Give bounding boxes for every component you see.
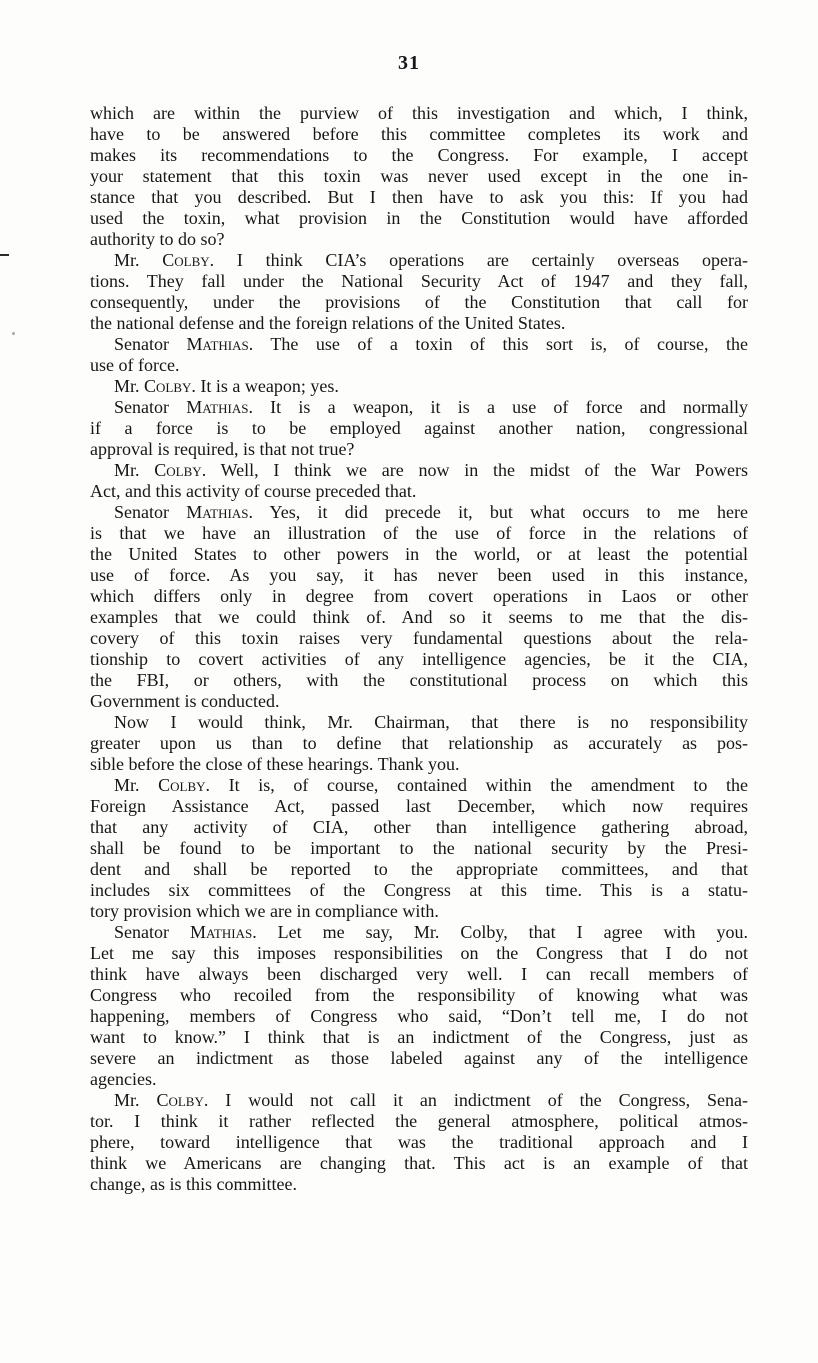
- paragraph: [90, 103, 748, 250]
- text-segment: . I would not call it an indictment of the Congress, Sena-: [203, 1090, 748, 1110]
- text-line: [90, 859, 748, 880]
- text-line: [90, 355, 748, 376]
- speaker-name: Colby: [154, 460, 202, 480]
- text-line: [90, 796, 748, 817]
- text-line: [90, 775, 748, 796]
- text-segment: sible before the close of these hearings. Thank you.: [90, 754, 460, 774]
- speaker-name: Mathias: [186, 334, 249, 354]
- text-segment: tionship to covert activities of any intelligence agencies, be it the CIA,: [90, 649, 748, 669]
- text-segment: consequently, under the provisions of the Constitution that call for: [90, 292, 748, 312]
- text-line: [90, 250, 748, 271]
- text-segment: agencies.: [90, 1069, 157, 1089]
- text-segment: think have always been discharged very well. I can recall members of: [90, 964, 748, 984]
- text-line: [90, 1027, 748, 1048]
- text-line: [90, 103, 748, 124]
- text-line: [90, 208, 748, 229]
- scan-artifact-dot: [12, 332, 15, 335]
- text-line: [90, 481, 748, 502]
- paragraph: [90, 250, 748, 334]
- text-line: [90, 586, 748, 607]
- text-line: [90, 334, 748, 355]
- paragraph: [90, 397, 748, 460]
- text-segment: . Well, I think we are now in the midst of the War Powers: [201, 460, 748, 480]
- text-segment: . It is a weapon, it is a use of force and normally: [248, 397, 749, 417]
- text-segment: tions. They fall under the National Security Act of 1947 and they fall,: [90, 271, 748, 291]
- text-segment: covery of this toxin raises very fundamental questions about the rela-: [90, 628, 748, 648]
- speaker-name: Colby: [156, 1090, 204, 1110]
- text-block: [90, 103, 748, 1195]
- text-line: [90, 418, 748, 439]
- text-line: [90, 901, 748, 922]
- text-segment: . It is a weapon; yes.: [191, 376, 339, 396]
- text-line: [90, 460, 748, 481]
- text-segment: if a force is to be employed against another nation, congressional: [90, 418, 748, 438]
- text-line: [90, 964, 748, 985]
- text-line: [90, 292, 748, 313]
- text-segment: . It is, of course, contained within the amendment to the: [205, 775, 748, 795]
- page-number: 31: [398, 52, 420, 74]
- text-segment: Senator: [114, 502, 187, 522]
- text-line: [90, 502, 748, 523]
- text-line: [90, 733, 748, 754]
- text-segment: Foreign Assistance Act, passed last December, which now requires: [90, 796, 748, 816]
- text-line: [90, 649, 748, 670]
- text-line: [90, 271, 748, 292]
- speaker-name: Colby: [162, 250, 210, 270]
- scan-artifact-dash: [0, 254, 9, 256]
- text-segment: Mr.: [114, 250, 163, 270]
- text-line: [90, 1132, 748, 1153]
- text-segment: Mr.: [114, 460, 155, 480]
- speaker-name: Mathias: [189, 922, 253, 942]
- text-line: [90, 439, 748, 460]
- text-segment: use of force. As you say, it has never been used in this instance,: [90, 565, 748, 585]
- text-segment: severe an indictment as those labeled against any of the intelligence: [90, 1048, 748, 1068]
- text-line: [90, 124, 748, 145]
- text-line: [90, 397, 748, 418]
- text-line: [90, 544, 748, 565]
- text-line: [90, 1048, 748, 1069]
- text-line: [90, 1090, 748, 1111]
- text-line: [90, 838, 748, 859]
- speaker-name: Colby: [144, 376, 192, 396]
- text-line: [90, 1111, 748, 1132]
- text-line: [90, 985, 748, 1006]
- text-segment: shall be found to be important to the national security by the Presi-: [90, 838, 748, 858]
- text-segment: happening, members of Congress who said, “Don’t tell me, I do not: [90, 1006, 748, 1026]
- text-segment: stance that you described. But I then have to ask you this: If you had: [90, 187, 748, 207]
- text-segment: your statement that this toxin was never used except in the one in-: [90, 166, 748, 186]
- text-segment: Mr.: [114, 775, 159, 795]
- paragraph: [90, 922, 748, 1090]
- text-segment: authority to do so?: [90, 229, 225, 249]
- text-segment: Senator: [114, 397, 187, 417]
- text-line: [90, 1153, 748, 1174]
- paragraph: [90, 712, 748, 775]
- text-line: [90, 943, 748, 964]
- text-segment: . Yes, it did precede it, but what occurs to me here: [248, 502, 749, 522]
- text-segment: approval is required, is that not true?: [90, 439, 355, 459]
- speaker-name: Colby: [158, 775, 206, 795]
- text-line: [90, 1069, 748, 1090]
- text-line: [90, 145, 748, 166]
- text-line: [90, 670, 748, 691]
- text-segment: which are within the purview of this investigation and which, I think,: [90, 103, 748, 123]
- text-segment: which differs only in degree from covert operations in Laos or other: [90, 586, 748, 606]
- paragraph: [90, 502, 748, 712]
- text-segment: that any activity of CIA, other than intelligence gathering abroad,: [90, 817, 748, 837]
- text-line: [90, 313, 748, 334]
- text-segment: dent and shall be reported to the appropriate committees, and that: [90, 859, 748, 879]
- text-segment: use of force.: [90, 355, 180, 375]
- speaker-name: Mathias: [186, 502, 249, 522]
- paragraph: [90, 1090, 748, 1195]
- text-line: [90, 229, 748, 250]
- text-segment: phere, toward intelligence that was the traditional approach and I: [90, 1132, 748, 1152]
- text-segment: makes its recommendations to the Congress. For example, I accept: [90, 145, 748, 165]
- text-line: [90, 1006, 748, 1027]
- text-segment: . The use of a toxin of this sort is, of course, the: [248, 334, 749, 354]
- paragraph: [90, 775, 748, 922]
- text-segment: want to know.” I think that is an indictment of the Congress, just as: [90, 1027, 748, 1047]
- text-segment: Senator: [114, 334, 187, 354]
- text-segment: think we Americans are changing that. This act is an example of that: [90, 1153, 748, 1173]
- text-line: [90, 166, 748, 187]
- text-line: [90, 922, 748, 943]
- text-line: [90, 628, 748, 649]
- text-segment: Senator: [114, 922, 190, 942]
- text-segment: is that we have an illustration of the use of force in the relations of: [90, 523, 748, 543]
- text-line: [90, 187, 748, 208]
- text-segment: examples that we could think of. And so it seems to me that the dis-: [90, 607, 748, 627]
- text-line: [90, 754, 748, 775]
- text-segment: tory provision which we are in compliance with.: [90, 901, 439, 921]
- text-line: [90, 376, 748, 397]
- text-segment: have to be answered before this committee completes its work and: [90, 124, 748, 144]
- text-segment: the national defense and the foreign relations of the United States.: [90, 313, 566, 333]
- paragraph: [90, 460, 748, 502]
- text-segment: change, as is this committee.: [90, 1174, 297, 1194]
- text-segment: includes six committees of the Congress at this time. This is a statu-: [90, 880, 748, 900]
- text-segment: used the toxin, what provision in the Constitution would have afforded: [90, 208, 748, 228]
- text-segment: Now I would think, Mr. Chairman, that there is no responsibility: [114, 712, 748, 732]
- text-line: [90, 691, 748, 712]
- text-segment: Mr.: [114, 1090, 157, 1110]
- text-segment: greater upon us than to define that relationship as accurately as pos-: [90, 733, 748, 753]
- text-segment: Act, and this activity of course preceded that.: [90, 481, 417, 501]
- text-line: [90, 607, 748, 628]
- text-line: [90, 523, 748, 544]
- text-segment: the FBI, or others, with the constitutional process on which this: [90, 670, 748, 690]
- text-segment: Congress who recoiled from the responsibility of knowing what was: [90, 985, 748, 1005]
- speaker-name: Mathias: [186, 397, 249, 417]
- text-line: [90, 817, 748, 838]
- text-segment: Government is conducted.: [90, 691, 280, 711]
- text-line: [90, 880, 748, 901]
- text-line: [90, 565, 748, 586]
- text-segment: Let me say this imposes responsibilities on the Congress that I do not: [90, 943, 748, 963]
- text-segment: the United States to other powers in the world, or at least the potential: [90, 544, 748, 564]
- text-line: [90, 1174, 748, 1195]
- text-segment: . I think CIA’s operations are certainly overseas opera-: [209, 250, 748, 270]
- text-segment: . Let me say, Mr. Colby, that I agree with you.: [252, 922, 749, 942]
- paragraph: [90, 334, 748, 376]
- text-segment: tor. I think it rather reflected the general atmosphere, political atmos-: [90, 1111, 748, 1131]
- paragraph: [90, 376, 748, 397]
- text-line: [90, 712, 748, 733]
- text-segment: Mr.: [114, 376, 145, 396]
